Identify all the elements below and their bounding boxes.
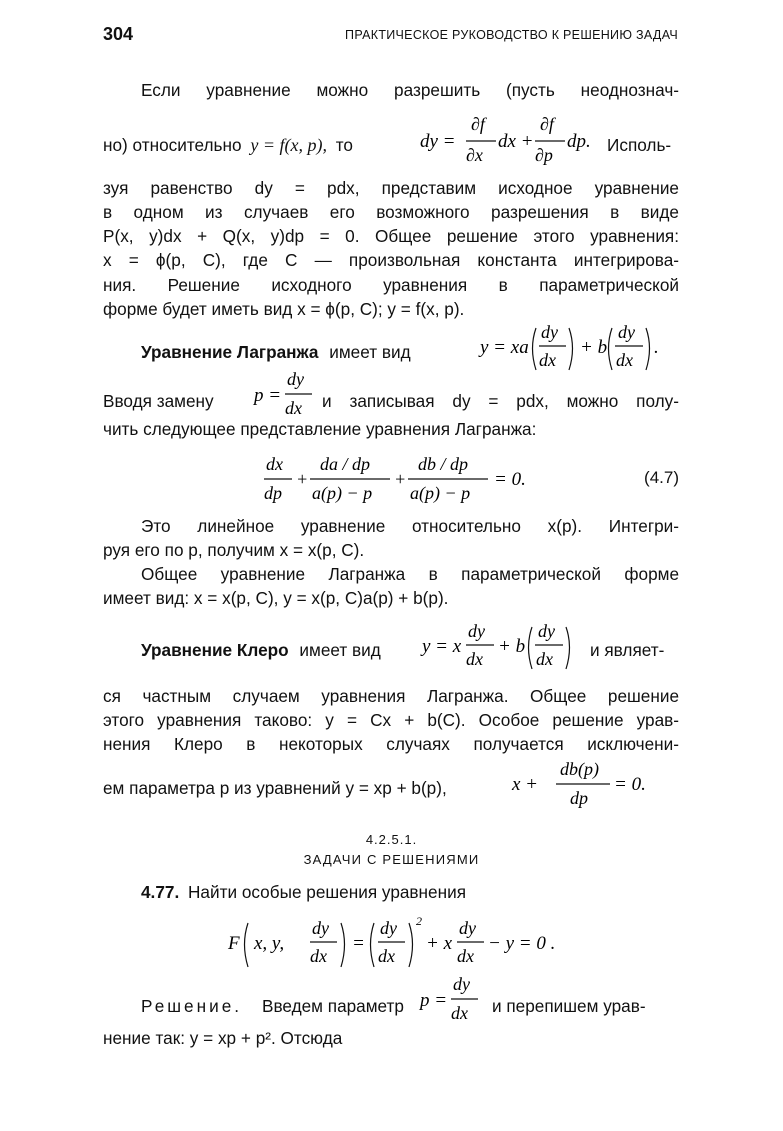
svg-text:+ b: + b — [498, 636, 526, 657]
lagrange-equation — [480, 320, 680, 381]
svg-text:+: + — [394, 469, 407, 489]
svg-text:x, y,: x, y, — [254, 933, 285, 954]
formula-svg — [422, 619, 582, 675]
clairaut-term: Уравнение Клеро — [141, 640, 289, 660]
text-fragment: и записывая dy = pdx, можно полу- — [322, 391, 679, 411]
svg-text:∂f: ∂f — [471, 114, 485, 134]
text-line-with-formula — [141, 638, 381, 662]
svg-text:= 0.: = 0. — [494, 469, 526, 490]
text-line: x = ϕ(p, C), где C — произвольная константа интегрирова- — [103, 250, 679, 270]
problem-equation — [228, 913, 568, 980]
svg-text:dx: dx — [616, 350, 633, 370]
total-differential-formula — [420, 114, 605, 175]
svg-text:x +: x + — [512, 774, 539, 795]
svg-text:∂p: ∂p — [535, 145, 553, 165]
text-fragment: и являет- — [590, 640, 665, 660]
svg-text:dy: dy — [538, 621, 555, 641]
svg-text:dx: dx — [457, 946, 474, 966]
running-title: ПРАКТИЧЕСКОЕ РУКОВОДСТВО К РЕШЕНИЮ ЗАДАЧ — [345, 28, 678, 42]
svg-text:dy: dy — [287, 369, 304, 389]
svg-text:dy: dy — [541, 322, 558, 342]
text-line-with-formula — [141, 340, 411, 364]
text-line: P(x, y)dx + Q(x, y)dp = 0. Общее решение этого уравнения: — [103, 226, 679, 246]
clairaut-equation — [422, 619, 582, 680]
lagrange-linear-equation — [262, 452, 532, 513]
svg-text:+: + — [296, 469, 309, 489]
text-fragment: Найти особые решения уравнения — [188, 882, 467, 902]
svg-text:dy: dy — [618, 322, 635, 342]
svg-text:dp.: dp. — [567, 131, 591, 152]
svg-text:+ x: + x — [426, 933, 453, 954]
singular-condition-formula — [512, 757, 662, 818]
solution-label: Решение. — [141, 996, 243, 1016]
text-fragment: Введем параметр — [262, 996, 404, 1016]
text-fragment: имеет вид — [329, 342, 411, 362]
svg-text:a(p) − p: a(p) − p — [312, 483, 373, 503]
svg-text:=: = — [352, 933, 365, 954]
text-line: чить следующее представление уравнения Лагранжа: — [103, 419, 537, 439]
text-line: имеет вид: x = x(p, C), y = x(p, C)a(p) + b(p). — [103, 588, 449, 608]
text-fragment: Исполь- — [607, 135, 672, 155]
svg-text:dx: dx — [266, 454, 283, 474]
equation-number: (4.7) — [644, 468, 679, 487]
svg-text:2: 2 — [416, 914, 422, 928]
svg-text:dy: dy — [453, 974, 470, 994]
svg-text:dx: dx — [285, 398, 302, 418]
text-line: руя его по p, получим x = x(p, C). — [103, 540, 365, 560]
text-line: Общее уравнение Лагранжа в параметрической форме — [141, 564, 679, 584]
svg-text:db(p): db(p) — [560, 759, 599, 779]
svg-text:dy: dy — [380, 918, 397, 938]
svg-text:a(p) − p: a(p) − p — [410, 483, 471, 503]
text-line: ся частным случаем уравнения Лагранжа. Общее решение — [103, 686, 679, 706]
formula-svg — [512, 757, 662, 813]
svg-text:dy: dy — [468, 621, 485, 641]
svg-text:p =: p = — [420, 990, 448, 1011]
text-fragment: Вводя замену — [103, 391, 214, 411]
svg-text:dx: dx — [536, 649, 553, 669]
text-line: этого уравнения таково: y = Cx + b(C). Особое решение урав- — [103, 710, 679, 730]
text-line: в одном из случаев его возможного разрешения в виде — [103, 202, 679, 222]
inline-math: y = f(x, p), — [250, 135, 327, 155]
lagrange-term: Уравнение Лагранжа — [141, 342, 319, 362]
formula-svg — [262, 452, 532, 508]
formula-svg — [420, 975, 482, 1031]
svg-text:dx: dx — [466, 649, 483, 669]
svg-text:y = x: y = x — [422, 636, 462, 657]
formula-svg — [228, 913, 568, 975]
svg-text:dp: dp — [264, 483, 282, 503]
text-line: зуя равенство dy = pdx, представим исходное уравнение — [103, 178, 679, 198]
svg-text:dy: dy — [459, 918, 476, 938]
svg-text:F: F — [228, 933, 240, 954]
formula-svg — [480, 320, 680, 376]
text-fragment: имеет вид — [299, 640, 381, 660]
text-fragment: но) относительно — [103, 135, 242, 155]
section-number: 4.2.5.1. — [365, 832, 418, 847]
svg-text:dx: dx — [539, 350, 556, 370]
formula-svg — [420, 114, 605, 170]
problem-statement — [141, 880, 466, 904]
problem-number: 4.77. — [141, 882, 180, 902]
svg-text:dx: dx — [451, 1003, 468, 1023]
svg-text:db / dp: db / dp — [418, 454, 469, 474]
text-fragment: ем параметра p из уравнений y = xp + b(p), — [103, 778, 447, 798]
svg-text:y = xa: y = xa — [480, 337, 529, 358]
text-fragment: и перепишем урав- — [492, 996, 646, 1016]
svg-text:∂f: ∂f — [540, 114, 554, 134]
svg-text:∂x: ∂x — [466, 145, 483, 165]
svg-text:+ b: + b — [580, 337, 608, 358]
text-fragment: то — [335, 135, 353, 155]
svg-text:− y = 0 .: − y = 0 . — [488, 933, 556, 954]
section-title: ЗАДАЧИ С РЕШЕНИЯМИ — [303, 852, 480, 867]
text-line: Если уравнение можно разрешить (пусть неоднознач- — [141, 80, 679, 100]
text-line: нение так: y = xp + p². Отсюда — [103, 1028, 343, 1048]
text-line: Это линейное уравнение относительно x(p). Интегри- — [141, 516, 679, 536]
svg-text:dx +: dx + — [498, 131, 534, 152]
text-line: ния. Решение исходного уравнения в параметрической — [103, 275, 679, 295]
svg-text:dx: dx — [310, 946, 327, 966]
text-line: форме будет иметь вид x = ϕ(p, C); y = f(x, p). — [103, 299, 465, 319]
svg-text:dy =: dy = — [420, 131, 456, 152]
svg-text:dy: dy — [312, 918, 329, 938]
svg-text:da / dp: da / dp — [320, 454, 371, 474]
page-number: 304 — [103, 24, 134, 44]
svg-text:dx: dx — [378, 946, 395, 966]
svg-text:.: . — [654, 337, 659, 358]
svg-text:= 0.: = 0. — [614, 774, 646, 795]
svg-text:p =: p = — [254, 385, 282, 406]
svg-text:dp: dp — [570, 788, 588, 808]
text-line: нения Клеро в некоторых случаях получается исключени- — [103, 734, 679, 754]
